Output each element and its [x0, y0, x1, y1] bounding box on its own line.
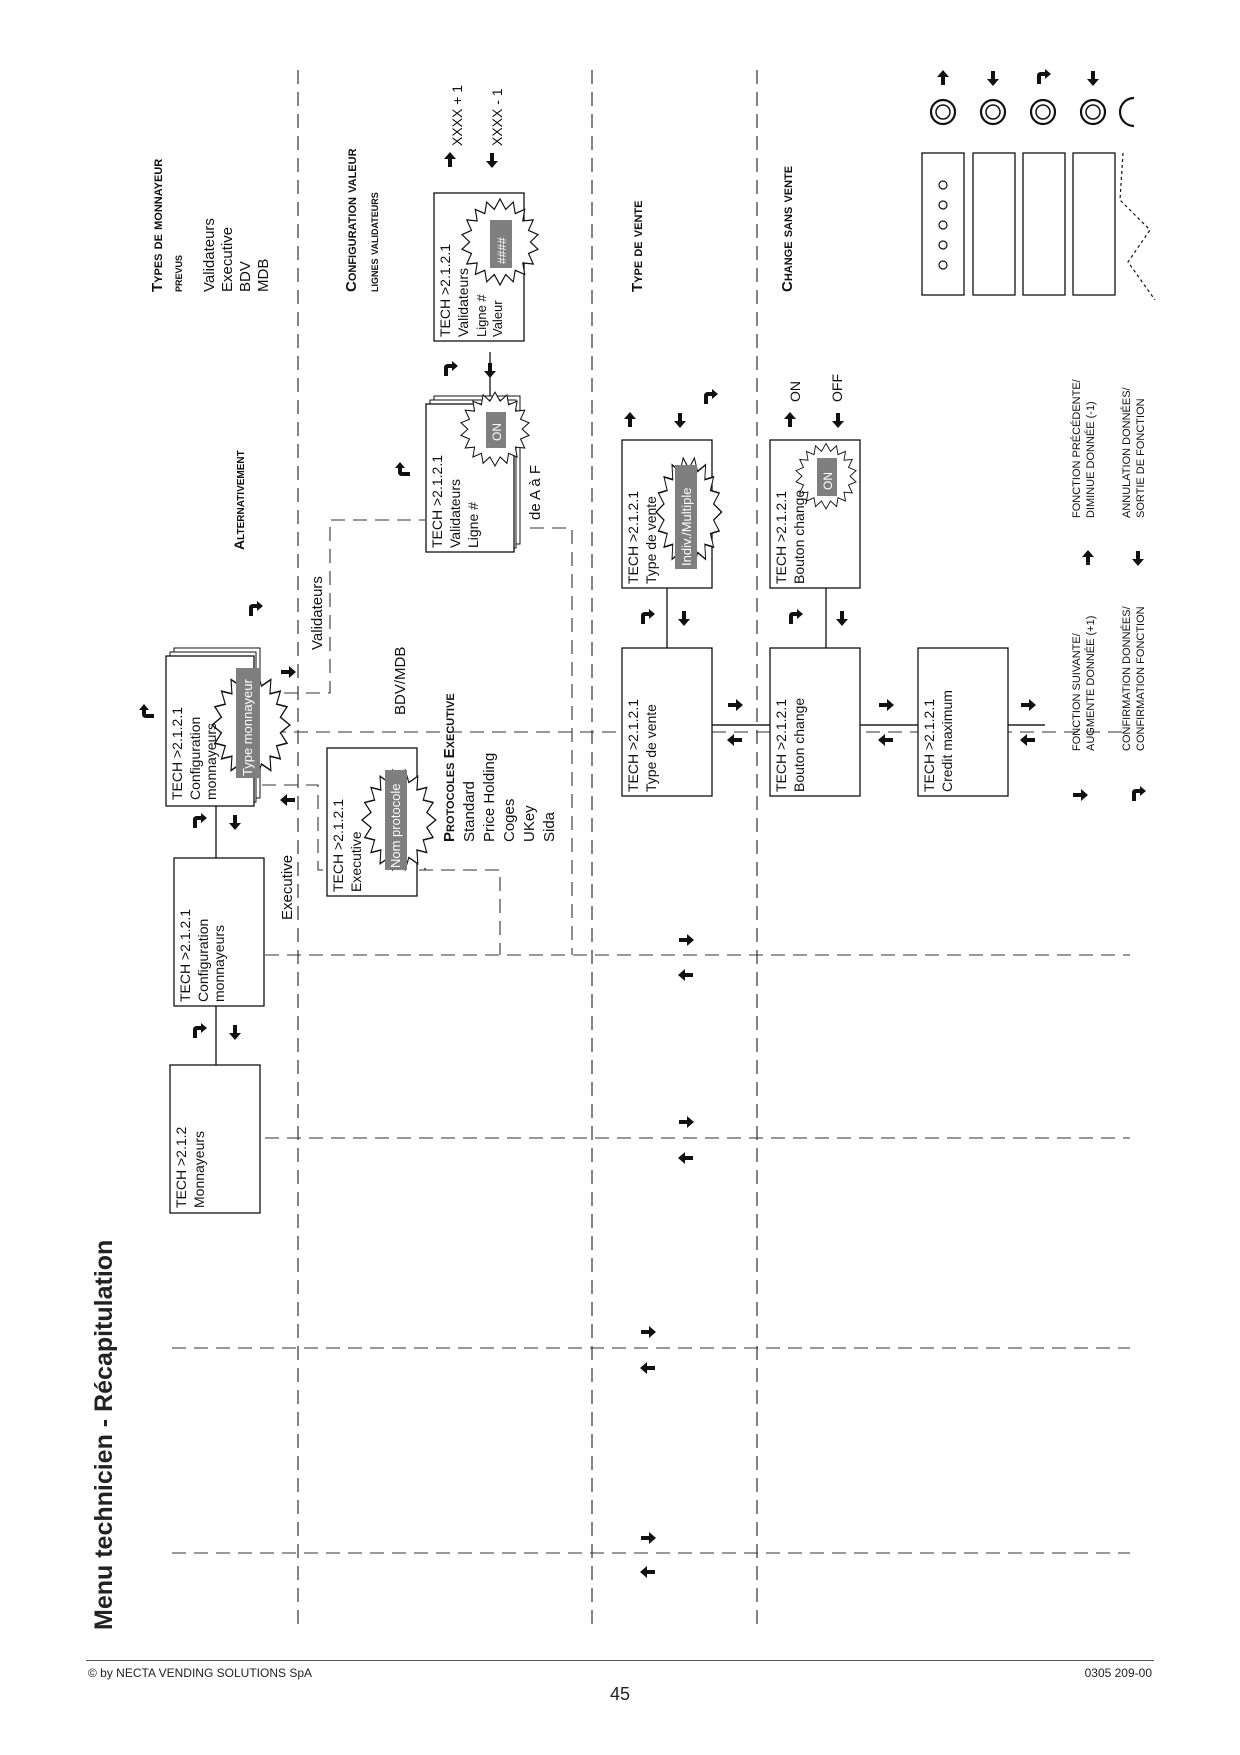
- arrow-down-icon: [1021, 699, 1036, 711]
- legend-precedente-2: DIMINUE DONNÉE (-1): [1085, 401, 1097, 518]
- menu-line: Credit maximum: [939, 690, 955, 792]
- confirm-icon: [249, 601, 263, 616]
- arrow-down-icon: [1073, 789, 1088, 801]
- menu-line: monnayeurs: [211, 924, 227, 1002]
- menu-code: TECH >2.1.2.1: [773, 491, 789, 584]
- arrow-down-icon: [281, 666, 296, 678]
- arrow-up-icon: [280, 794, 295, 806]
- menu-code: TECH >2.1.2.1: [330, 799, 346, 892]
- xxxx-plus-label: XXXX + 1: [449, 84, 465, 146]
- footer-rule: [86, 1660, 1154, 1661]
- menu-line: Type de vente: [643, 704, 659, 792]
- menu-line: monnayeurs: [203, 722, 219, 800]
- protocole-item: Price Holding: [481, 752, 498, 842]
- protocoles-executive-section: [441, 693, 558, 842]
- menu-line: Configuration: [195, 918, 211, 1002]
- legend-annulation-1: ANNULATION DONNÉES/: [1121, 387, 1133, 518]
- menu-line: Bouton change: [791, 489, 807, 584]
- key-button: [981, 100, 1005, 124]
- legend-confirmation-1: CONFIRMATION DONNÉES/: [1121, 606, 1133, 751]
- arrow-up-icon: [444, 152, 456, 167]
- menu-box-bouton-change: [770, 648, 860, 796]
- types-sub: prevus: [170, 254, 185, 292]
- arrow-left-icon: [624, 412, 636, 427]
- key-button: [1031, 100, 1055, 124]
- arrow-up-icon: [678, 1152, 693, 1164]
- types-item: BDV: [237, 261, 254, 292]
- menu-value: ON: [821, 472, 835, 490]
- menu-code: TECH >2.1.2.1: [437, 244, 453, 337]
- menu-code: TECH >2.1.2.1: [773, 699, 789, 792]
- menu-box-validateurs-ligne: [426, 392, 529, 552]
- arrow-down-icon: [679, 1116, 694, 1128]
- arrow-up-icon: [678, 969, 693, 981]
- menu-line: Validateurs: [455, 267, 471, 337]
- keypad-illustration: [922, 69, 1155, 300]
- menu-box-validateurs-valeur: [434, 193, 538, 341]
- protocoles-title: Protocoles Executive: [441, 693, 458, 842]
- alternativement-label: Alternativement: [231, 450, 247, 550]
- confirm-icon: [193, 813, 207, 828]
- menu-code: TECH >2.1.2.1: [429, 455, 445, 548]
- arrow-up-icon: [878, 734, 893, 746]
- types-title: Types de monnayeur: [149, 158, 166, 292]
- arrow-up-icon: [640, 1566, 655, 1578]
- menu-line: Ligne #: [474, 294, 489, 337]
- cancel-icon: [1087, 71, 1099, 86]
- arrow-down-icon: [728, 699, 743, 711]
- legend-precedente-1: FONCTION PRÉCÉDENTE/: [1071, 379, 1083, 518]
- change-sans-vente-heading: Change sans vente: [779, 165, 796, 292]
- menu-box-executive: [327, 748, 436, 896]
- arrow-right-icon: [987, 71, 999, 86]
- page-number: 45: [609, 1684, 631, 1704]
- config-sub: lignes validateurs: [366, 192, 381, 292]
- uturn-icon: [395, 462, 410, 476]
- key-button: [931, 100, 955, 124]
- menu-box-config-monnayeurs: [174, 858, 264, 1006]
- xxxx-minus-label: XXXX - 1: [489, 88, 505, 146]
- arrow-right-icon: [674, 413, 686, 428]
- menu-label: Monnayeurs: [191, 1130, 207, 1208]
- legend-suivante-1: FONCTION SUIVANTE/: [1071, 633, 1083, 751]
- menu-value: Type monnayeur: [240, 679, 255, 776]
- arrow-right-icon: [229, 815, 241, 830]
- menu-value: ON: [490, 423, 504, 441]
- arrow-down-icon: [879, 699, 894, 711]
- key-button: [1081, 100, 1105, 124]
- menu-line: Bouton change: [791, 697, 807, 792]
- menu-line: Executive: [348, 831, 364, 892]
- types-item: Executive: [219, 226, 236, 292]
- key-legend: [1070, 378, 1147, 801]
- type-de-vente-heading: Type de vente: [629, 200, 646, 292]
- arrow-left-icon: [1082, 550, 1094, 565]
- legend-confirmation-2: CONFIRMATION FONCTION: [1135, 606, 1147, 751]
- menu-line: Configuration: [187, 716, 203, 800]
- menu-code: TECH >2.1.2.1: [625, 491, 641, 584]
- menu-line: Validateurs: [447, 478, 463, 548]
- confirm-icon: [1037, 69, 1051, 84]
- menu-box-type-vente-indiv: [622, 440, 722, 588]
- menu-value: Indiv./Multiple: [679, 487, 694, 566]
- menu-box-type-vente: [622, 648, 712, 796]
- menu-code: TECH >2.1.2.1: [177, 909, 193, 1002]
- legend-annulation-2: SORTIE DE FONCTION: [1135, 398, 1147, 518]
- footer-copyright: © by NECTA VENDING SOLUTIONS SpA: [88, 1666, 313, 1680]
- confirm-icon: [789, 609, 803, 624]
- menu-box-type-monnayeur: [166, 648, 290, 806]
- menu-value: Nom protocole: [388, 783, 403, 868]
- menu-line: Valeur: [490, 300, 505, 337]
- menu-box-bouton-change-on: [770, 440, 860, 588]
- confirm-icon: [444, 361, 458, 376]
- legend-suivante-2: AUGMENTE DONNÉE (+1): [1085, 615, 1097, 751]
- executive-branch-label: Executive: [279, 854, 296, 920]
- menu-code: TECH >2.1.2.1: [921, 699, 937, 792]
- types-monnayeur-section: [149, 159, 272, 292]
- menu-code: TECH >2.1.2.1: [169, 707, 185, 800]
- arrow-right-icon: [678, 611, 690, 626]
- protocole-item: Sida: [541, 811, 558, 842]
- page-title: Menu technicien - Récapitulation: [90, 1239, 118, 1630]
- arrow-up-icon: [727, 734, 742, 746]
- protocole-item: Coges: [501, 798, 518, 842]
- arrow-right-icon: [229, 1025, 241, 1040]
- validateurs-branch-label: Validateurs: [309, 576, 326, 650]
- arrow-down-icon: [679, 934, 694, 946]
- arrow-up-icon: [640, 1362, 655, 1374]
- arrow-left-icon: [937, 70, 949, 85]
- protocole-item: UKey: [521, 805, 538, 842]
- de-a-a-f-label: de A à F: [527, 464, 544, 520]
- arrow-right-icon: [486, 153, 498, 168]
- arrow-down-icon: [641, 1532, 656, 1544]
- off-label: OFF: [829, 374, 845, 402]
- menu-line: Type de vente: [643, 496, 659, 584]
- menu-code: TECH >2.1.2.1: [625, 699, 641, 792]
- confirm-icon: [193, 1023, 207, 1038]
- flow-arrows: [139, 152, 1036, 1578]
- arrow-up-icon: [1020, 734, 1035, 746]
- arrow-down-icon: [641, 1326, 656, 1338]
- arrow-right-icon: [484, 363, 496, 378]
- menu-value: ####: [495, 237, 509, 264]
- menu-line: Ligne #: [465, 502, 481, 548]
- arrow-right-icon: [836, 611, 848, 626]
- footer-doc-code: 0305 209-00: [1084, 1666, 1152, 1680]
- types-item: MDB: [255, 258, 272, 292]
- arrow-left-icon: [784, 412, 796, 427]
- uturn-icon: [139, 704, 154, 718]
- menu-code: TECH >2.1.2: [173, 1126, 189, 1208]
- protocole-item: Standard: [461, 781, 478, 842]
- configuration-valeur-section: [343, 148, 381, 292]
- menu-box-credit-maximum: [918, 648, 1008, 796]
- confirm-icon: [1132, 786, 1146, 801]
- config-title: Configuration valeur: [343, 148, 360, 292]
- confirm-icon: [704, 389, 718, 404]
- confirm-icon: [641, 609, 655, 624]
- arrow-right-icon: [832, 413, 844, 428]
- menu-box-monnayeurs: [170, 1065, 260, 1213]
- bdv-mdb-label: BDV/MDB: [392, 646, 409, 715]
- types-item: Validateurs: [201, 218, 218, 292]
- arrow-right-icon: [1132, 551, 1144, 566]
- on-label: ON: [787, 381, 803, 402]
